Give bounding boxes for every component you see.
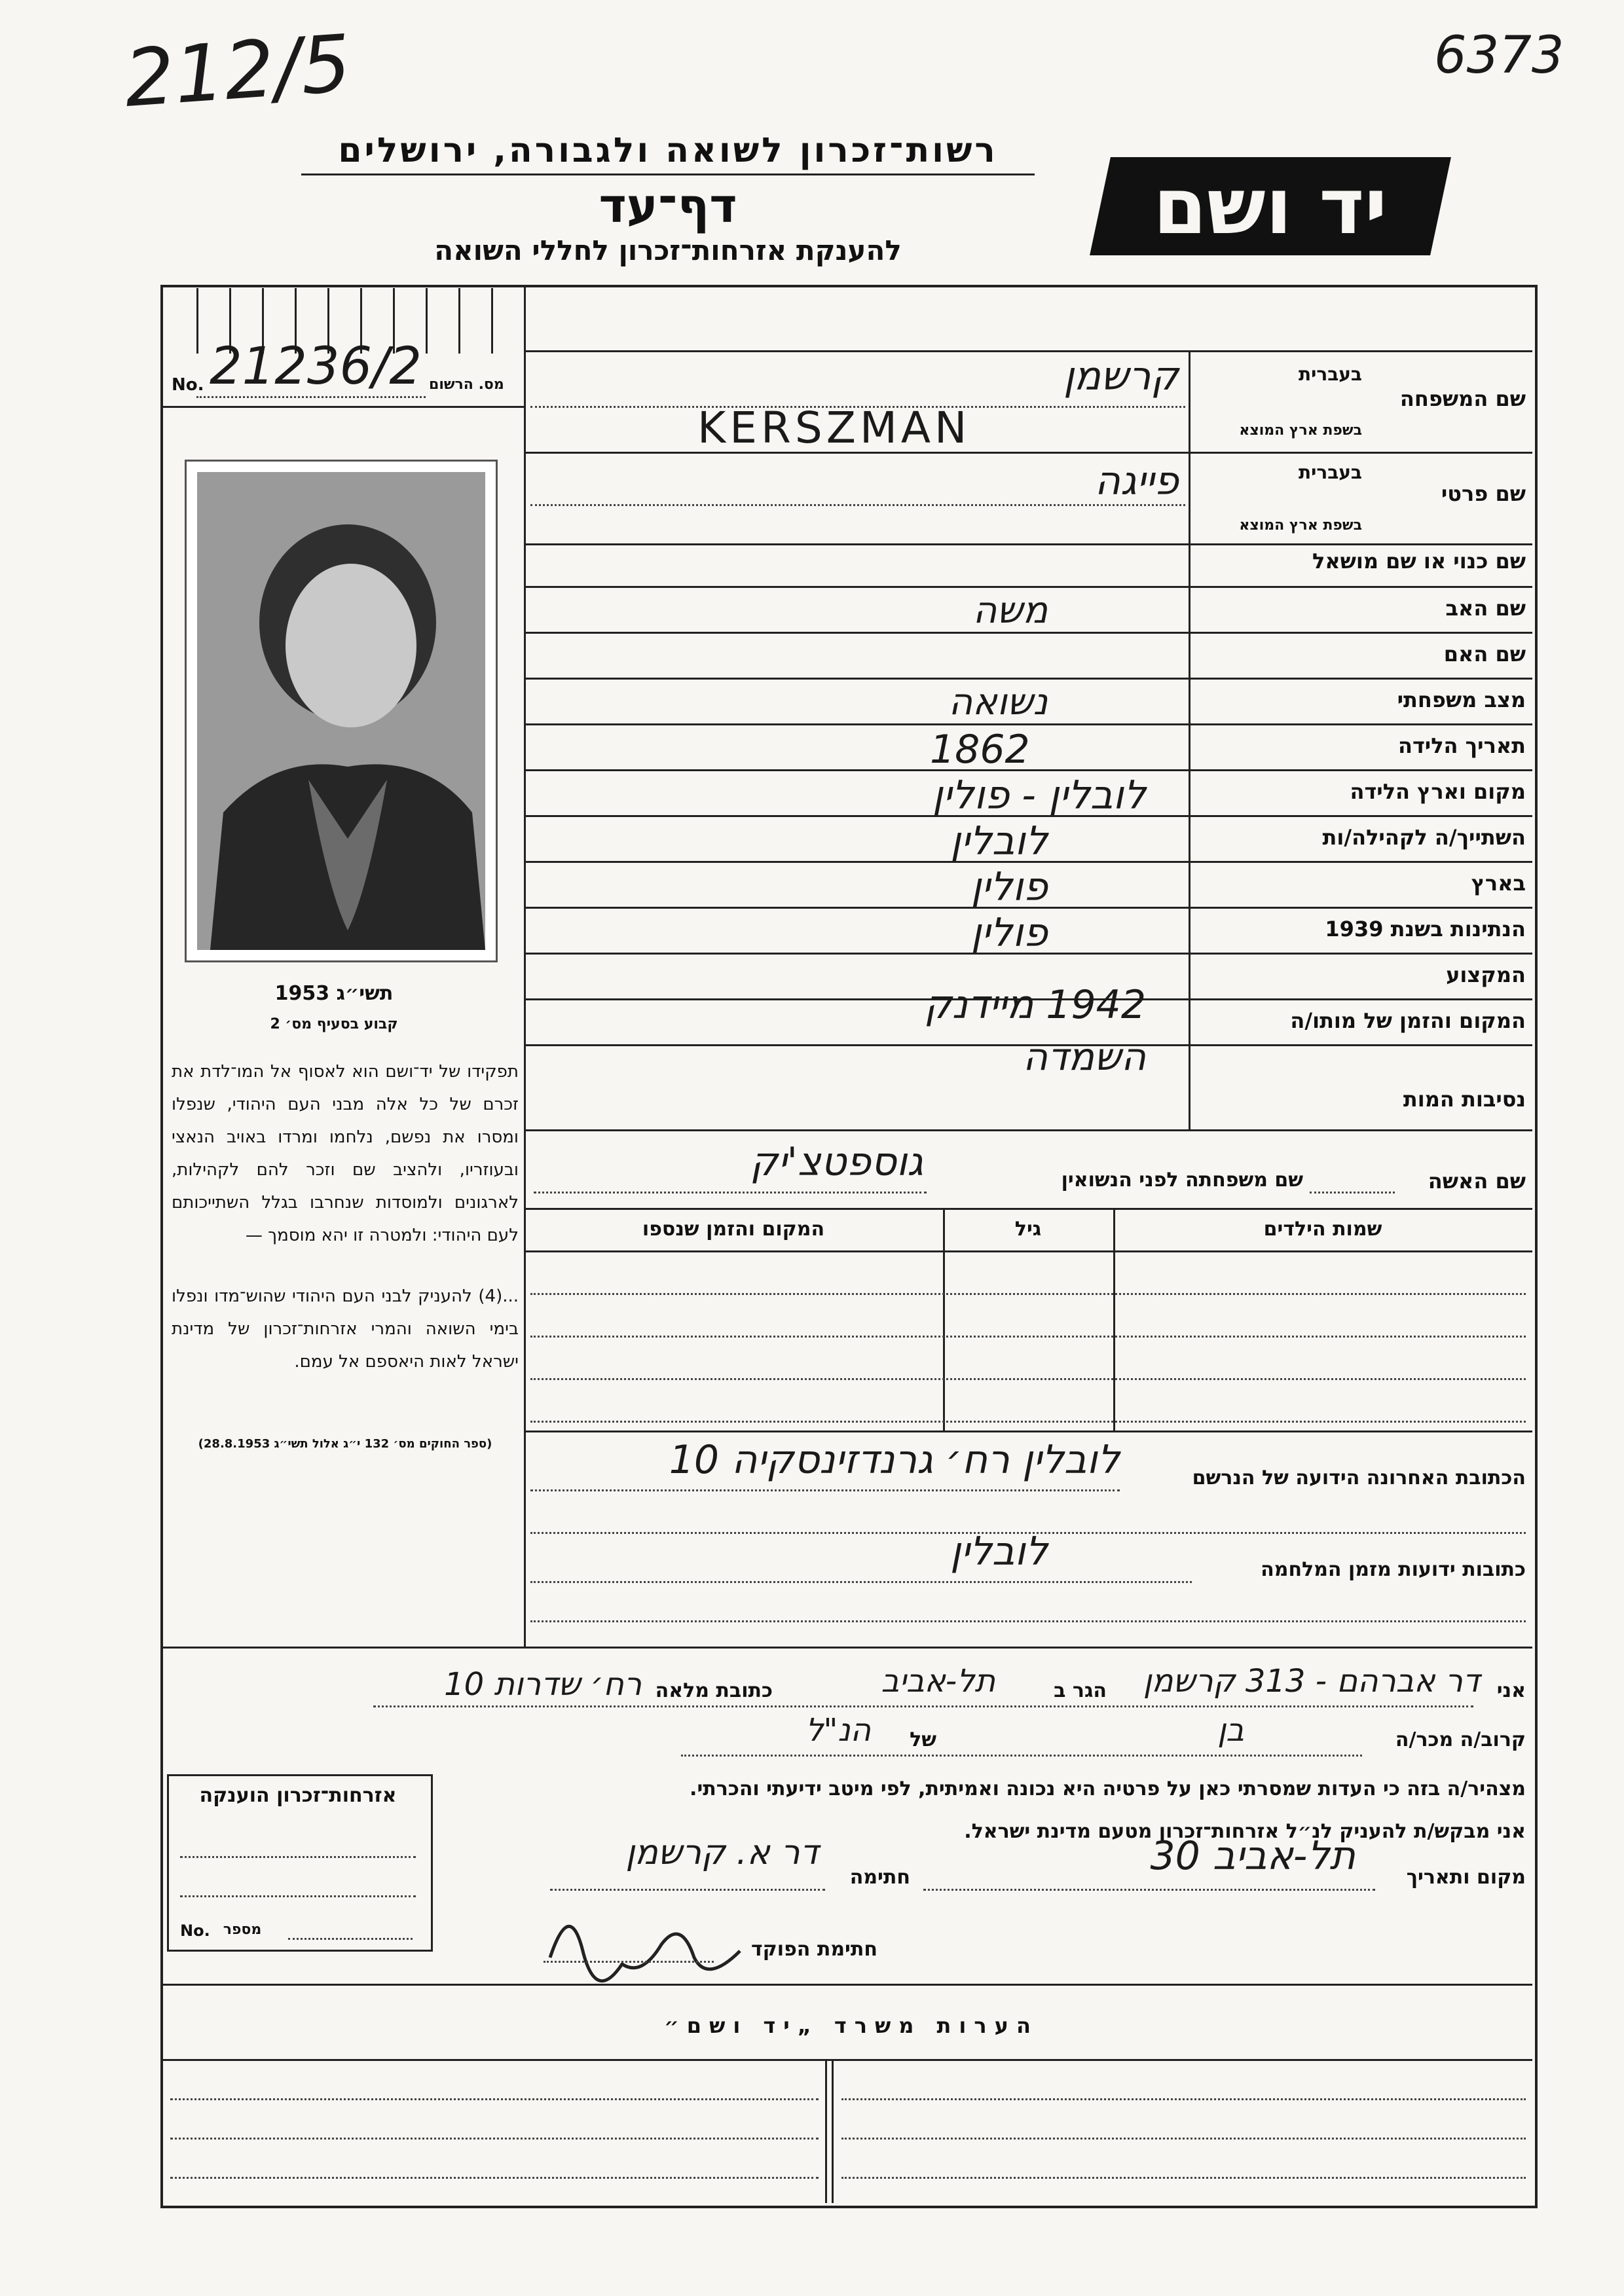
- family-name-label: שם המשפחה: [1399, 386, 1526, 411]
- first-name-hebrew-value: פייגה: [1094, 458, 1179, 504]
- marital-status-value: נשואה: [948, 681, 1048, 723]
- death-place-time-value: 1942 מיידנק: [924, 982, 1146, 1028]
- declarant-city-value: תל-אביב: [881, 1663, 995, 1700]
- registration-no-label: No.: [172, 375, 204, 395]
- birth-place-label: מקום וארץ הלידה: [1350, 779, 1526, 804]
- children-age-header: גיל: [1014, 1218, 1042, 1241]
- wartime-addresses-value: לובלין: [950, 1529, 1048, 1575]
- wife-label: שם האשה: [1428, 1169, 1526, 1194]
- mother-label: שם האם: [1443, 642, 1526, 666]
- last-known-address-value: לובלין רח׳ גרנדזינסקיה 10: [669, 1437, 1120, 1483]
- first-name-label: שם פרטי: [1441, 481, 1526, 506]
- place-date-label: מקום ותאריך: [1406, 1866, 1526, 1889]
- wife-maiden-name-label: שם משפחתה לפני הנשואין: [1061, 1169, 1303, 1192]
- country-value: פולין: [970, 864, 1048, 910]
- relation-label: קרוב/ה מכר/ה: [1395, 1728, 1526, 1751]
- registration-rule: [160, 406, 524, 408]
- portrait-photo: [187, 462, 496, 960]
- full-address-value: רח׳ שדרות 10: [444, 1666, 642, 1703]
- registration-number: 21236/2: [210, 337, 422, 396]
- relation-of-value: הנ"ל: [805, 1712, 871, 1749]
- request-text: אני מבקש/ת להעניק לנ״ל אזרחות־זכרון מטעם מדינת ישראל.: [964, 1820, 1526, 1843]
- marital-status-label: מצב משפחתי: [1397, 687, 1526, 712]
- nickname-label: שם כנוי או שם מושאל: [1312, 549, 1526, 574]
- birth-place-value: לובלין - פולין: [932, 773, 1146, 818]
- death-circumstances-value: השמדה: [1023, 1034, 1146, 1079]
- wartime-addresses-label: כתובות ידועות מזמן המלחמה: [1261, 1558, 1526, 1581]
- birth-date-value: 1862: [930, 727, 1030, 773]
- last-known-address-label: הכתובת האחרונה הידועה של הנרשם: [1192, 1467, 1526, 1489]
- label-column-divider: [1189, 350, 1190, 1129]
- children-place-time-header: המקום והזמן שנספו: [642, 1218, 825, 1241]
- archive-number-top-right: 6373: [1434, 26, 1564, 85]
- declarant-name-value: דר אברהם - 313 קרשמן: [1143, 1663, 1480, 1700]
- relation-of-label: של: [910, 1728, 936, 1751]
- family-name-hebrew-value: קרשמן: [1063, 354, 1179, 399]
- death-circumstances-label: נסיבות המות: [1403, 1087, 1526, 1112]
- photo-clause-caption: קבוע בסעיף מס׳ 2: [270, 1016, 398, 1032]
- country-label: בארץ: [1471, 871, 1526, 896]
- community-value: לובלין: [950, 818, 1048, 864]
- declaration-text: מצהיר/ה בזה כי העדות שמסרתי כאן על פרטיה היא נכונה ואמיתית, לפי מיטב ידיעתי והכרתי.: [690, 1777, 1526, 1800]
- law-citation: (ספר החוקים מס׳ 132 י״ג אלול תשי״ג 28.8.1953): [198, 1437, 492, 1451]
- family-name-origin-label: בשפת ארץ המוצא: [1239, 422, 1362, 439]
- portrait-silhouette: [197, 472, 485, 950]
- children-names-header: שמות הילדים: [1263, 1218, 1382, 1241]
- children-col-divider-2: [1113, 1208, 1115, 1430]
- award-box-no-label: No.: [180, 1922, 210, 1940]
- logo-text: יד ושם: [1153, 161, 1388, 251]
- first-name-origin-label: בשפת ארץ המוצא: [1239, 517, 1362, 534]
- place-date-value: תל-אביב 30: [1150, 1833, 1356, 1879]
- death-place-time-label: המקום והזמן של מותו/ה: [1290, 1008, 1526, 1033]
- birth-date-label: תאריך הלידה: [1397, 733, 1526, 758]
- form-title: דף־עד: [599, 178, 737, 233]
- office-notes-divider: [825, 2059, 827, 2203]
- office-notes-title: הערות משרד „יד ושם״: [664, 2013, 1039, 2038]
- yad-vashem-logo: [1090, 157, 1451, 255]
- citizenship-1939-value: פולין: [970, 910, 1048, 956]
- family-name-latin-value: KERSZMAN: [697, 403, 971, 453]
- stamp-number-top-left: 212/5: [121, 18, 354, 125]
- profession-label: המקצוע: [1446, 962, 1526, 987]
- first-name-hebrew-label: בעברית: [1298, 462, 1362, 483]
- father-value: משה: [972, 589, 1048, 632]
- citizenship-1939-label: הנתינות בשנת 1939: [1325, 917, 1526, 941]
- signature-label: חתימה: [849, 1866, 910, 1889]
- wife-maiden-name-value: גוספטצ'יק: [750, 1139, 923, 1185]
- relation-value: בן: [1217, 1712, 1244, 1749]
- registration-label: מס. הרשום: [429, 376, 504, 393]
- community-label: השתייך/ה לקהילה/ות: [1322, 825, 1526, 850]
- award-box-title: אזרחות־זכרון הוענקה: [199, 1784, 397, 1807]
- family-name-hebrew-label: בעברית: [1298, 363, 1362, 385]
- form-subtitle: להענקת אזרחות־זכרון לחללי השואה: [434, 234, 902, 266]
- children-col-divider-1: [943, 1208, 945, 1430]
- award-box-number-label: מספר: [223, 1922, 262, 1938]
- law-paragraph-1: תפקידו של יד־ושם הוא לאסוף אל המו־לדת את זכרם של כל אלה מבני העם היהודי, שנפלו ומסרו את נפשם, נלחמו ומרדו באויב הנאצי ובעוזריו, ולהציב שם וזכר להם לקהילות, לארגונים ולמוסדות שנחרבו בגלל השתייכותם לעם היהודי: ולמטרה זו יהא מוסמך —: [172, 1062, 519, 1245]
- left-column-divider: [524, 285, 526, 1647]
- photo-year-caption: תשי״ג 1953: [274, 982, 394, 1005]
- signature-value: דר א. קרשמן: [625, 1833, 819, 1872]
- declarant-resides-label: הגר ב: [1054, 1679, 1107, 1702]
- full-address-label: כתובת מלאה: [655, 1679, 773, 1702]
- authority-heading: רשות־זכרון לשואה ולגבורה, ירושלים: [338, 131, 998, 170]
- father-label: שם האב: [1445, 596, 1526, 621]
- declarant-i-label: אני: [1496, 1679, 1526, 1702]
- officer-signature-label: חתימת הפוקד: [751, 1938, 877, 1961]
- law-paragraph-2: ...(4) להעניק לבני העם היהודי שהוש־מדו ונפלו בימי השואה והמרי אזרחות־זכרון של מדינת ישראל לאות היאספם אל עמם.: [172, 1286, 519, 1372]
- authority-underline: [301, 173, 1035, 175]
